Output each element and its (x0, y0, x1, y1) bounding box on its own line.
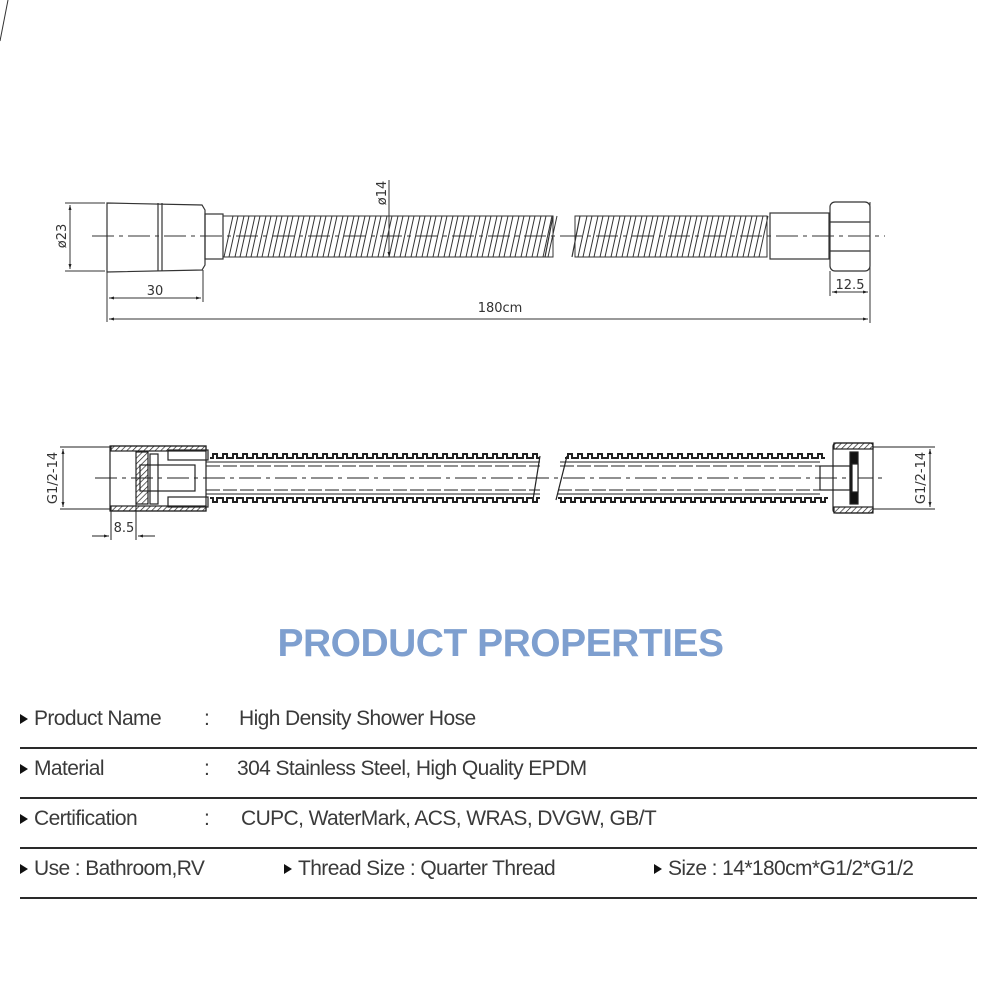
dim-hose-diameter: ø14 (375, 180, 390, 206)
dim-insert-depth: 8.5 (113, 521, 135, 536)
dim-left-thread: G1/2-14 (46, 451, 61, 505)
property-label: Certification (34, 807, 138, 830)
triangle-right-icon (284, 864, 292, 874)
property-separator: : (204, 757, 210, 780)
property-use: Use : Bathroom,RV (34, 857, 205, 880)
top-view (0, 0, 885, 323)
property-row-inline (20, 847, 977, 899)
properties-title: PRODUCT PROPERTIES (277, 622, 724, 665)
dim-outer-diameter: ø23 (55, 223, 70, 249)
triangle-right-icon (20, 714, 28, 724)
property-value: 304 Stainless Steel, High Quality EPDM (237, 757, 587, 780)
property-label: Material (34, 757, 104, 780)
triangle-right-icon (20, 864, 28, 874)
property-row-certification (20, 797, 977, 849)
property-separator: : (204, 807, 210, 830)
property-row-material (20, 747, 977, 799)
dim-connector-length: 30 (146, 284, 164, 299)
property-row-product-name (20, 697, 977, 749)
property-separator: : (204, 707, 210, 730)
property-label: Product Name (34, 707, 162, 730)
dim-total-length: 180cm (477, 301, 523, 316)
dim-nut-length: 12.5 (835, 278, 865, 293)
property-value: CUPC, WaterMark, ACS, WRAS, DVGW, GB/T (241, 807, 657, 830)
triangle-right-icon (20, 814, 28, 824)
triangle-right-icon (20, 764, 28, 774)
property-value: High Density Shower Hose (239, 707, 476, 730)
property-thread-size: Thread Size : Quarter Thread (298, 857, 556, 880)
triangle-right-icon (654, 864, 662, 874)
dim-right-thread: G1/2-14 (914, 451, 929, 505)
property-size: Size : 14*180cm*G1/2*G1/2 (668, 857, 914, 880)
